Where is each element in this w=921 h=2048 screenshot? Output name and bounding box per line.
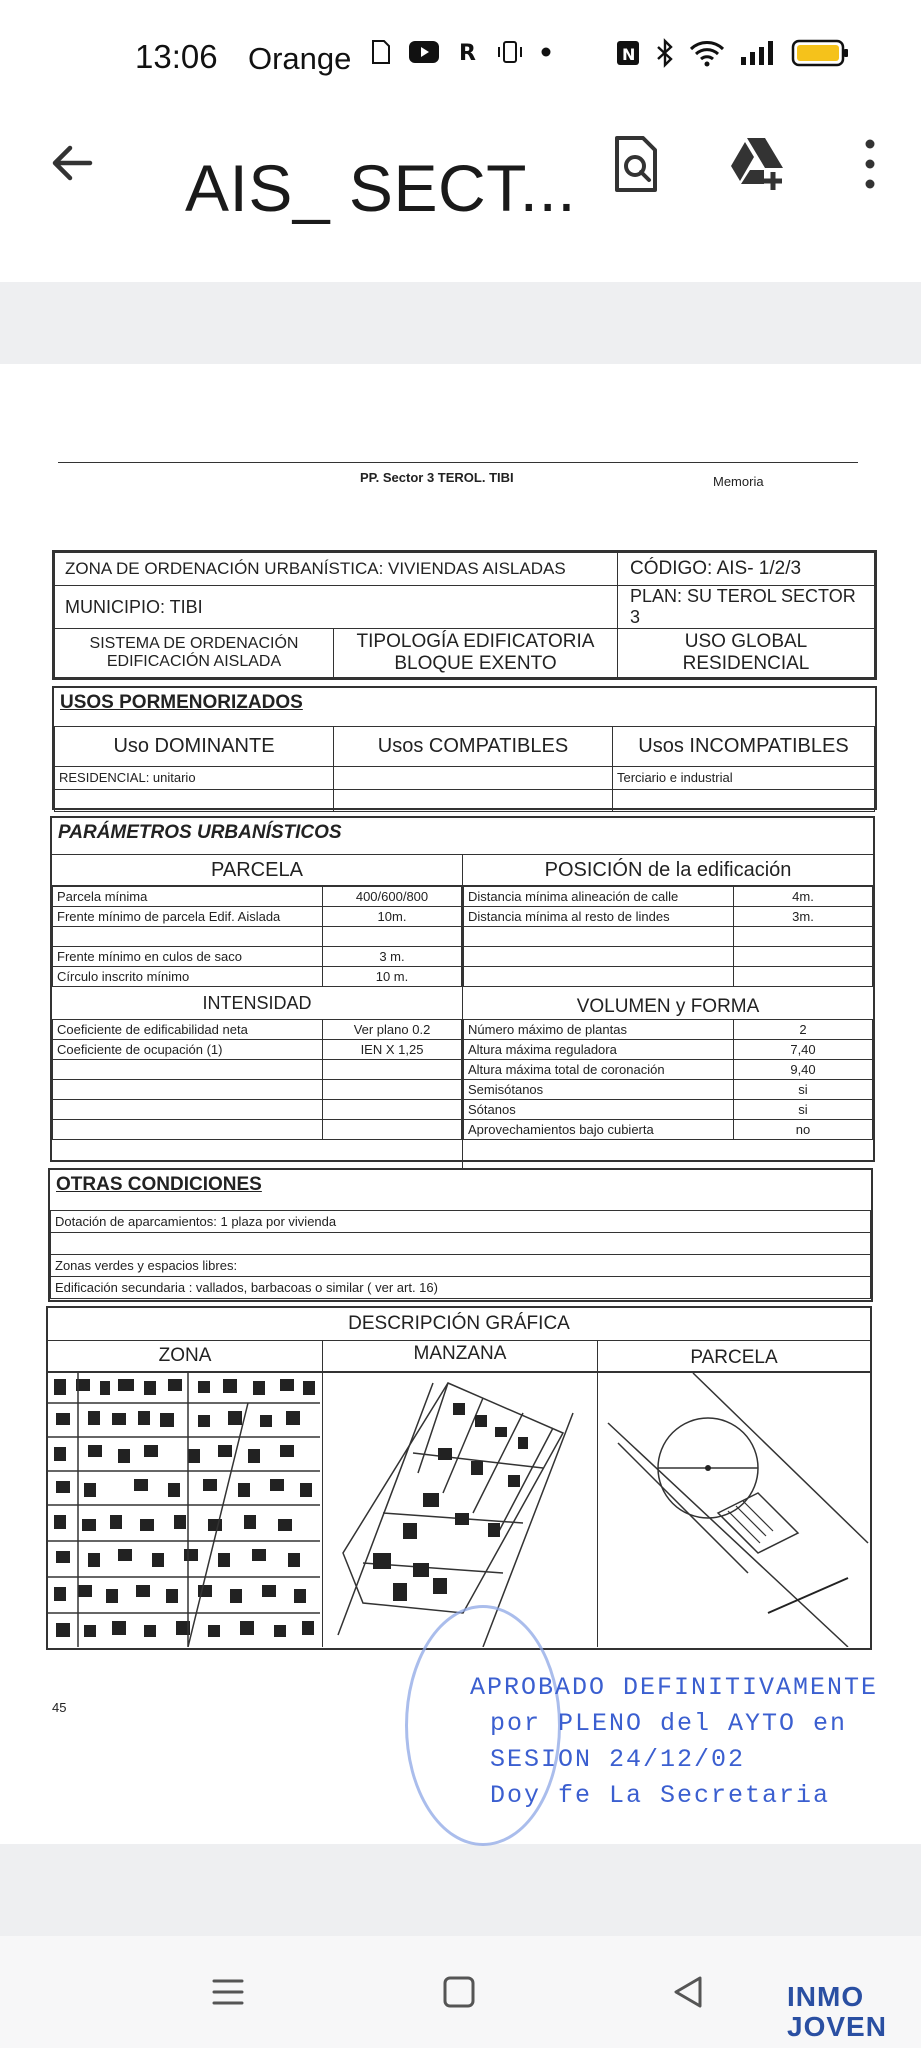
intensidad-row-value: Ver plano 0.2: [323, 1020, 462, 1040]
parcela-row-label: Círculo inscrito mínimo: [53, 967, 323, 987]
add-to-drive-icon[interactable]: [725, 132, 789, 196]
recents-menu-icon[interactable]: [210, 1975, 246, 2009]
page-number: 45: [52, 1700, 67, 1715]
posicion-column: [463, 854, 873, 1168]
document-title: AIS_ SECT...: [185, 151, 577, 225]
doc-header-right: Memoria: [713, 474, 764, 489]
otras-row: Edificación secundaria : vallados, barbacoas o similar ( ver art. 16): [51, 1277, 871, 1299]
volumen-row-value: 7,40: [734, 1040, 873, 1060]
stamp-line: APROBADO DEFINITIVAMENTE: [470, 1673, 879, 1702]
empty-cell: [734, 927, 873, 947]
tipologia-cell: [334, 629, 618, 678]
empty-cell: [613, 789, 875, 812]
otras-box: [48, 1168, 873, 1302]
intensidad-row-label: Coeficiente de edificabilidad neta: [53, 1020, 323, 1040]
parcela-diagram-drawing: [598, 1373, 870, 1647]
parcela-column: [52, 854, 463, 1168]
volumen-row-label: Número máximo de plantas: [464, 1020, 734, 1040]
logo-line-2: JOVEN: [787, 2011, 887, 2042]
notification-icons: [370, 38, 552, 66]
signal-icon: [739, 39, 777, 67]
grafica-title: DESCRIPCIÓN GRÁFICA: [48, 1308, 870, 1341]
wifi-icon: [689, 39, 725, 67]
status-bar: [0, 0, 921, 110]
grafica-manzana-header: MANZANA: [323, 1341, 597, 1373]
empty-cell: [53, 1100, 323, 1120]
volumen-row-value: no: [734, 1120, 873, 1140]
uso-dominante-value: RESIDENCIAL: unitario: [55, 767, 334, 790]
dot-icon: [540, 46, 552, 58]
empty-cell: [334, 789, 613, 812]
parametros-title: PARÁMETROS URBANÍSTICOS: [58, 822, 342, 843]
zona-label: ZONA DE ORDENACIÓN URBANÍSTICA: VIVIENDAS AISLADAS: [55, 553, 618, 586]
parametros-body: [52, 854, 873, 1168]
empty-cell: [53, 1120, 323, 1140]
posicion-header: POSICIÓN de la edificación: [463, 854, 873, 886]
lens-search-icon[interactable]: [603, 132, 667, 196]
svg-text:R: R: [459, 41, 476, 65]
empty-cell: [53, 1080, 323, 1100]
empty-cell: [734, 947, 873, 967]
zone-header-box: [52, 550, 877, 680]
parcela-row-value: 400/600/800: [323, 887, 462, 907]
bluetooth-icon: [655, 38, 675, 68]
posicion-row-value: 3m.: [734, 907, 873, 927]
header-rule: [58, 462, 858, 463]
back-arrow-icon[interactable]: [44, 135, 100, 191]
grafica-parcela-header: PARCELA: [598, 1341, 870, 1373]
uso-global-line-2: RESIDENCIAL: [682, 653, 810, 674]
system-icons: [615, 38, 849, 68]
nfc-icon: [615, 39, 641, 67]
uso-global-cell: [618, 629, 875, 678]
parametros-box: [50, 816, 875, 1162]
parcela-row-value: [323, 927, 462, 947]
viewer-background-bottom: [0, 1844, 921, 1936]
volumen-row-value: 9,40: [734, 1060, 873, 1080]
otras-title: OTRAS CONDICIONES: [56, 1174, 262, 1195]
empty-cell: [734, 967, 873, 987]
empty-cell: [464, 927, 734, 947]
back-triangle-icon[interactable]: [670, 1974, 706, 2010]
parcela-row-label: Frente mínimo en culos de saco: [53, 947, 323, 967]
otras-row: Dotación de aparcamientos: 1 plaza por vivienda: [51, 1211, 871, 1233]
posicion-row-label: Distancia mínima alineación de calle: [464, 887, 734, 907]
uso-dominante-header: Uso DOMINANTE: [55, 727, 334, 767]
grafica-parcela-column: [598, 1341, 870, 1647]
volumen-row-value: 2: [734, 1020, 873, 1040]
parcela-row-value: 10m.: [323, 907, 462, 927]
volumen-row-label: Altura máxima total de coronación: [464, 1060, 734, 1080]
uso-compatibles-header: Usos COMPATIBLES: [334, 727, 613, 767]
doc-header-center: PP. Sector 3 TEROL. TIBI: [360, 470, 514, 485]
intensidad-header: INTENSIDAD: [202, 993, 312, 1013]
codigo-label: CÓDIGO: AIS- 1/2/3: [618, 553, 875, 586]
empty-cell: [55, 789, 334, 812]
youtube-icon: [408, 40, 440, 64]
parcela-row-value: 10 m.: [323, 967, 462, 987]
grafica-columns: [48, 1341, 870, 1647]
empty-cell: [323, 1100, 462, 1120]
vibrate-icon: [496, 38, 524, 66]
grafica-zona-header: ZONA: [48, 1341, 322, 1373]
posicion-row-value: 4m.: [734, 887, 873, 907]
tipologia-line-2: BLOQUE EXENTO: [394, 653, 557, 674]
uso-incompatibles-value: Terciario e industrial: [613, 767, 875, 790]
intensidad-row-label: Coeficiente de ocupación (1): [53, 1040, 323, 1060]
empty-cell: [323, 1120, 462, 1140]
volumen-row-label: Altura máxima reguladora: [464, 1040, 734, 1060]
home-square-icon[interactable]: [441, 1974, 477, 2010]
approval-stamp: [470, 1670, 878, 1814]
stamp-line: Doy fe La Secretaria: [490, 1781, 831, 1810]
status-time: 13:06: [135, 38, 218, 75]
stamp-line: por PLENO del AYTO en: [490, 1709, 848, 1738]
parcela-row-label: Parcela mínima: [53, 887, 323, 907]
r-app-icon: [456, 39, 480, 65]
zona-map-drawing: [48, 1373, 320, 1647]
battery-icon: [791, 38, 849, 68]
stamp-line: SESION 24/12/02: [490, 1745, 746, 1774]
grafica-zona-column: [48, 1341, 323, 1647]
volumen-row-value: si: [734, 1100, 873, 1120]
plan-label: PLAN: SU TEROL SECTOR 3: [618, 586, 875, 629]
uso-compatibles-value: [334, 767, 613, 790]
empty-cell: [464, 967, 734, 987]
volumen-row-label: Sótanos: [464, 1100, 734, 1120]
usos-title: USOS PORMENORIZADOS: [60, 692, 303, 713]
otras-row: [51, 1233, 871, 1255]
status-carrier: Orange: [248, 41, 352, 76]
sistema-line-1: SISTEMA DE ORDENACIÓN: [89, 635, 299, 652]
parcela-header: PARCELA: [52, 854, 462, 886]
municipio-label: MUNICIPIO: TIBI: [55, 586, 618, 629]
uso-incompatibles-header: Usos INCOMPATIBLES: [613, 727, 875, 767]
volumen-row-label: Aprovechamientos bajo cubierta: [464, 1120, 734, 1140]
grafica-manzana-column: [323, 1341, 598, 1647]
posicion-row-label: Distancia mínima al resto de lindes: [464, 907, 734, 927]
empty-cell: [53, 1060, 323, 1080]
parcela-row-label: [53, 927, 323, 947]
intensidad-row-value: IEN X 1,25: [323, 1040, 462, 1060]
volumen-header: VOLUMEN y FORMA: [576, 996, 760, 1017]
parcela-row-label: Frente mínimo de parcela Edif. Aislada: [53, 907, 323, 927]
more-options-icon[interactable]: [838, 132, 902, 196]
document-icon: [370, 39, 392, 65]
manzana-map-drawing: [323, 1373, 595, 1647]
usos-box: [52, 686, 877, 810]
inmojoven-logo: [787, 1982, 887, 2042]
sistema-cell: [55, 629, 334, 678]
parcela-row-value: 3 m.: [323, 947, 462, 967]
volumen-row-value: si: [734, 1080, 873, 1100]
grafica-box: [46, 1306, 872, 1650]
svg-text:N: N: [622, 45, 636, 64]
otras-row: Zonas verdes y espacios libres:: [51, 1255, 871, 1277]
empty-cell: [464, 947, 734, 967]
empty-cell: [323, 1080, 462, 1100]
empty-cell: [323, 1060, 462, 1080]
uso-global-line-1: USO GLOBAL: [684, 631, 808, 652]
viewer-background-top: [0, 282, 921, 364]
tipologia-line-1: TIPOLOGÍA EDIFICATORIA: [356, 631, 595, 652]
logo-line-1: INMO: [787, 1981, 865, 2012]
volumen-row-label: Semisótanos: [464, 1080, 734, 1100]
sistema-line-2: EDIFICACIÓN AISLADA: [106, 653, 282, 670]
